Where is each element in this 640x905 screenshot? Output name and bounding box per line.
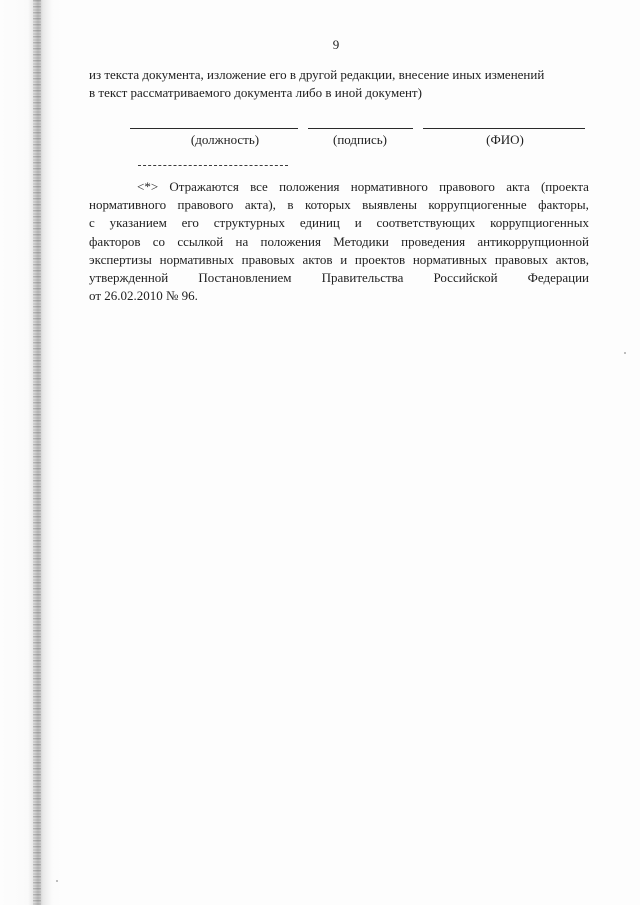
footnote-word: правового (177, 197, 234, 213)
page-number: 9 (332, 37, 340, 52)
footnote-word: Отражаются (169, 179, 239, 194)
footnote-word: соответствующих (376, 215, 476, 231)
footnote-line (89, 214, 589, 232)
scan-speck (56, 880, 58, 882)
footnote-line (89, 233, 589, 251)
footnote-word: от 26.02.2010 № 96. (89, 288, 198, 304)
footnote-word: акта (506, 179, 530, 194)
footnote-word: Российской (433, 270, 498, 286)
footnote-word: все (250, 179, 268, 194)
footnote-word: Правительства (321, 270, 404, 286)
footnote-word: структурных (213, 215, 286, 231)
footnote-word: со (152, 233, 166, 249)
footnote-word: <*> (137, 179, 159, 194)
top-paragraph-line-2: в текст рассматриваемого документа либо в иной документ) (89, 85, 422, 100)
footnote-word: в (287, 197, 294, 213)
top-paragraph-line-1: из текста документа, изложение его в другой редакции, внесение иных изменений (89, 67, 545, 82)
footnote-word: Методики (333, 233, 389, 249)
footnote-word: правового (439, 179, 495, 194)
footnote-word: экспертизы (89, 251, 152, 267)
footnote-word: коррупциогенных (490, 215, 589, 231)
scan-binding-edge (0, 0, 62, 905)
footnote-word: и (354, 215, 362, 231)
footnote (89, 178, 589, 305)
footnote-word: его (181, 215, 199, 231)
footnote-line (89, 287, 589, 305)
position-signature-line (130, 128, 298, 129)
footnote-word: антикоррупционной (477, 233, 589, 249)
footnote-word: проведения (401, 233, 466, 249)
position-caption: (должность) (190, 132, 260, 147)
footnote-line (89, 269, 589, 287)
footnote-line (89, 251, 589, 269)
footnote-word: акта), (244, 197, 276, 213)
footnote-word: нормативного (89, 197, 167, 213)
footnote-word: нормативного (350, 179, 428, 194)
footnote-line (89, 196, 589, 214)
footnote-word: Федерации (527, 270, 589, 286)
top-paragraph (89, 66, 599, 102)
scan-speck (624, 352, 626, 354)
footnote-word: положения (279, 179, 340, 194)
footnote-word: выявлены (362, 197, 417, 213)
signature-line (308, 128, 413, 129)
footnote-word: с (89, 215, 95, 231)
name-caption: (ФИО) (486, 132, 524, 147)
footnote-word: нормативных (412, 251, 488, 267)
footnote-word: факторов (89, 233, 141, 249)
footnote-word: утвержденной (89, 270, 169, 286)
footnote-word: единиц (299, 215, 340, 231)
footnote-separator (138, 165, 288, 166)
footnote-word: правовых (241, 251, 295, 267)
footnote-word: положения (260, 233, 321, 249)
footnote-word: правовых (494, 251, 548, 267)
footnote-word: на (235, 233, 249, 249)
name-signature-line (423, 128, 585, 129)
footnote-word: коррупциогенные (428, 197, 527, 213)
footnote-word: (проекта (540, 179, 589, 194)
footnote-word: проектов (354, 251, 406, 267)
footnote-word: актов (302, 251, 333, 267)
footnote-word: факторы, (538, 197, 589, 213)
footnote-word: актов, (555, 251, 589, 267)
footnote-word: которых (304, 197, 351, 213)
signature-caption: (подпись) (333, 132, 387, 147)
footnote-word: Постановлением (198, 270, 292, 286)
footnote-word: ссылкой (177, 233, 224, 249)
footnote-word: и (340, 251, 348, 267)
footnote-word: нормативных (159, 251, 234, 267)
footnote-word: указанием (109, 215, 167, 231)
footnote-line (89, 178, 589, 196)
